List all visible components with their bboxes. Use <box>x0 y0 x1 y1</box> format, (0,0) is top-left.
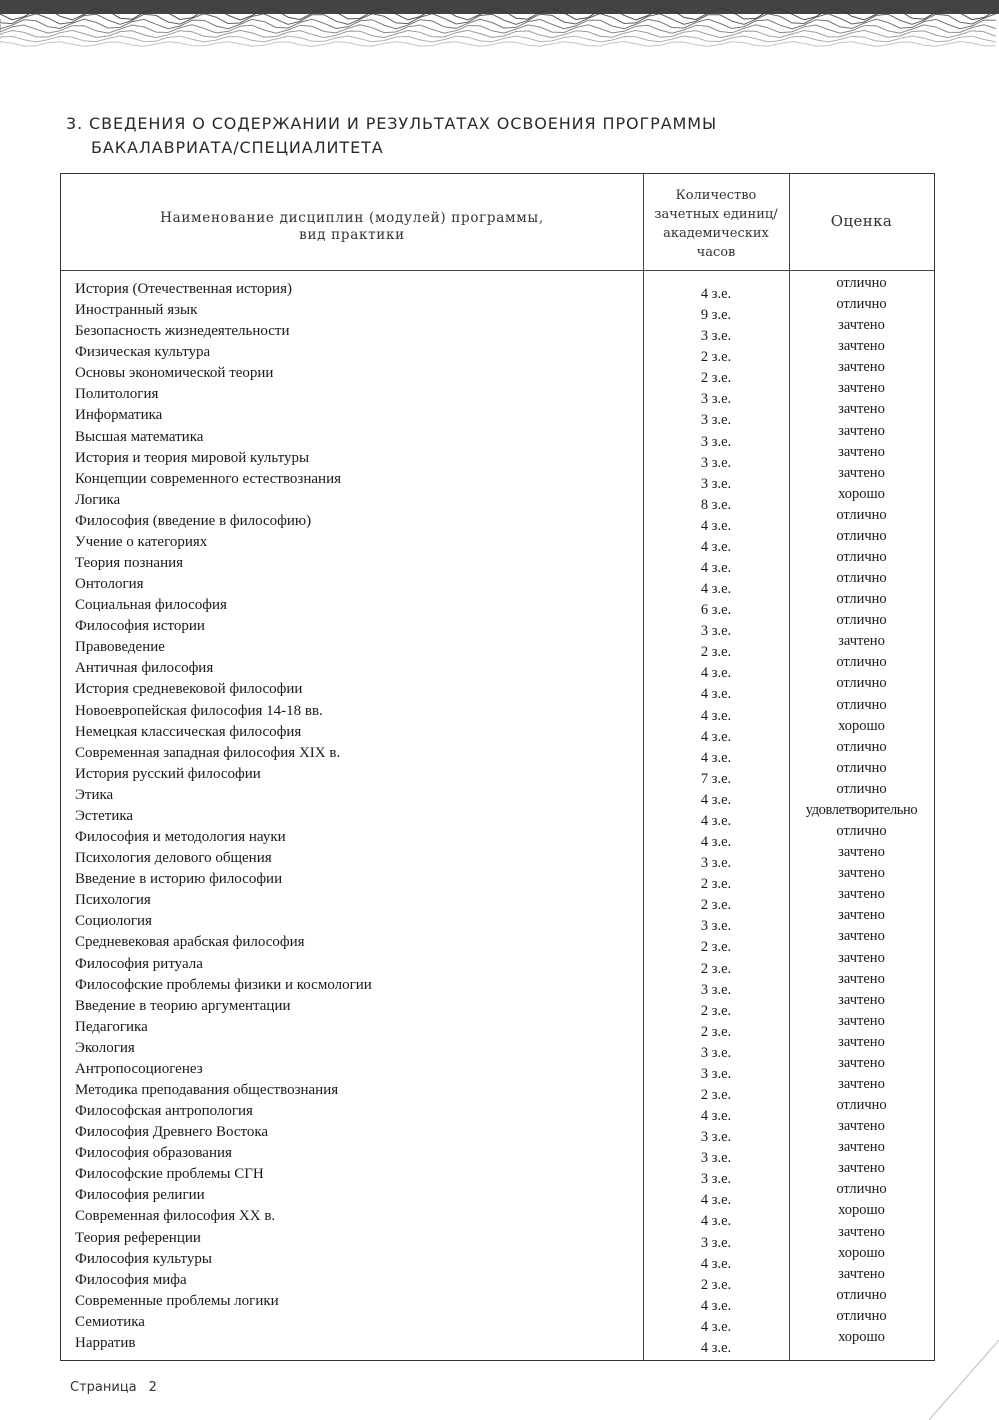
header-name-line1: Наименование дисциплин (модулей) программы, <box>160 210 544 226</box>
table-row <box>61 1265 934 1293</box>
table-row <box>61 696 934 724</box>
table-row <box>61 949 934 977</box>
discipline-credits: 3 з.е. <box>700 1065 732 1082</box>
discipline-credits: 4 з.е. <box>700 791 732 808</box>
discipline-grade: отлично <box>836 1181 887 1198</box>
header-divider <box>61 270 934 271</box>
discipline-grade: отлично <box>836 275 887 291</box>
header-credits-line4: часов <box>696 245 736 260</box>
discipline-name: Правоведение <box>75 639 165 656</box>
discipline-name: Информатика <box>75 407 163 424</box>
discipline-grade: зачтено <box>838 970 885 987</box>
discipline-grade: зачтено <box>838 928 885 945</box>
discipline-credits: 6 з.е. <box>700 602 732 619</box>
discipline-name: Философия религии <box>75 1187 205 1204</box>
page-number: 2 <box>148 1380 157 1395</box>
discipline-name: Методика преподавания обществознания <box>75 1081 339 1098</box>
discipline-grade: зачтено <box>838 1075 885 1092</box>
discipline-grade: зачтено <box>838 1033 885 1050</box>
discipline-name: Философия истории <box>75 618 205 635</box>
header-credits <box>643 186 789 262</box>
discipline-credits: 4 з.е. <box>700 834 732 851</box>
pattern-wave <box>0 19 996 29</box>
discipline-credits: 2 з.е. <box>700 1002 732 1019</box>
table-row <box>61 970 934 998</box>
table-row <box>61 907 934 935</box>
discipline-name: Античная философия <box>75 660 214 677</box>
discipline-grade: зачтено <box>838 991 885 1008</box>
discipline-credits: 2 з.е. <box>700 349 732 366</box>
discipline-name: История русский философии <box>75 765 261 782</box>
table-row <box>61 422 934 450</box>
discipline-name: Философия культуры <box>75 1250 212 1267</box>
table-row <box>61 506 934 534</box>
table-row <box>61 1328 934 1356</box>
discipline-name: Педагогика <box>75 1018 148 1035</box>
page-label: Страница <box>70 1380 137 1395</box>
discipline-name: Высшая математика <box>75 428 204 445</box>
discipline-name: Политология <box>75 386 159 403</box>
discipline-credits: 3 з.е. <box>700 391 732 408</box>
discipline-grade: хорошо <box>838 1202 885 1219</box>
discipline-grade: зачтено <box>838 949 885 966</box>
discipline-credits: 3 з.е. <box>700 328 732 345</box>
discipline-credits: 2 з.е. <box>700 960 732 977</box>
table-row <box>61 1244 934 1272</box>
discipline-grade: зачтено <box>838 844 885 861</box>
discipline-credits: 4 з.е. <box>700 686 732 703</box>
discipline-grade: зачтено <box>838 1118 885 1135</box>
table-row <box>61 1054 934 1082</box>
discipline-credits: 4 з.е. <box>700 1255 732 1272</box>
discipline-name: Психология <box>75 892 151 909</box>
discipline-grade: зачтено <box>838 464 885 481</box>
discipline-name: Этика <box>75 786 114 803</box>
section-heading-line1: 3. СВЕДЕНИЯ О СОДЕРЖАНИИ И РЕЗУЛЬТАТАХ ОСВОЕНИЯ ПРОГРАММЫ <box>66 114 717 133</box>
table-row <box>61 654 934 682</box>
table-row <box>61 443 934 471</box>
discipline-name: Введение в теорию аргументации <box>75 997 291 1014</box>
discipline-name: Семиотика <box>75 1313 145 1330</box>
section-heading <box>66 112 717 160</box>
table-row <box>61 717 934 745</box>
discipline-name: Введение в историю философии <box>75 871 283 888</box>
discipline-name: Философия (введение в философию) <box>75 512 312 529</box>
discipline-name: Новоевропейская философия 14-18 вв. <box>75 702 323 719</box>
discipline-name: Философские проблемы СГН <box>75 1166 264 1183</box>
discipline-grade: отлично <box>836 612 887 629</box>
discipline-grade: отлично <box>836 675 887 692</box>
table-row <box>61 1307 934 1335</box>
discipline-grade: отлично <box>836 1307 887 1324</box>
discipline-name: Антропосоциогенез <box>75 1060 203 1077</box>
disciplines-table <box>60 173 935 1361</box>
discipline-name: Философия и методология науки <box>75 829 286 846</box>
discipline-credits: 2 з.е. <box>700 897 732 914</box>
table-row <box>61 338 934 366</box>
table-row <box>61 823 934 851</box>
discipline-credits: 4 з.е. <box>700 707 732 724</box>
header-credits-line1: Количество <box>675 188 757 203</box>
discipline-name: История и теория мировой культуры <box>75 449 310 466</box>
table-row <box>61 801 934 829</box>
header-credits-line2: зачетных единиц/ <box>654 207 778 222</box>
table-row <box>61 1118 934 1146</box>
table-row <box>61 275 934 302</box>
discipline-credits: 3 з.е. <box>700 1044 732 1061</box>
page-footer <box>70 1380 157 1395</box>
discipline-credits: 3 з.е. <box>700 1234 732 1251</box>
discipline-credits: 4 з.е. <box>700 1108 732 1125</box>
table-row <box>61 928 934 956</box>
discipline-credits: 2 з.е. <box>700 1086 732 1103</box>
table-row <box>61 527 934 555</box>
table-row <box>61 675 934 703</box>
discipline-grade: зачтено <box>838 1139 885 1156</box>
table-row <box>61 359 934 387</box>
discipline-name: История средневековой философии <box>75 681 303 698</box>
discipline-grade: отлично <box>836 1097 887 1114</box>
discipline-grade: зачтено <box>838 1012 885 1029</box>
discipline-grade: зачтено <box>838 633 885 650</box>
discipline-name: Экология <box>75 1039 135 1056</box>
paper-fold-mark <box>919 1340 999 1420</box>
discipline-grade: отлично <box>836 1286 887 1303</box>
table-row <box>61 780 934 808</box>
discipline-credits: 3 з.е. <box>700 623 732 640</box>
discipline-grade: отлично <box>836 527 887 544</box>
discipline-grade: хорошо <box>838 717 885 734</box>
table-row <box>61 485 934 513</box>
discipline-credits: 9 з.е. <box>700 307 732 324</box>
table-row <box>61 1181 934 1209</box>
discipline-name: Современная западная философия XIX в. <box>75 744 341 761</box>
discipline-name: Современные проблемы логики <box>75 1292 279 1309</box>
discipline-credits: 3 з.е. <box>700 855 732 872</box>
pattern-wave <box>0 25 996 33</box>
discipline-grade: отлично <box>836 654 887 671</box>
table-row <box>61 591 934 619</box>
discipline-grade: зачтено <box>838 1265 885 1282</box>
discipline-name: Теория познания <box>75 555 184 572</box>
discipline-name: Нарратив <box>75 1334 136 1351</box>
section-heading-line2: БАКАЛАВРИАТА/СПЕЦИАЛИТЕТА <box>91 138 384 157</box>
discipline-credits: 4 з.е. <box>700 728 732 745</box>
discipline-name: Современная философия XX в. <box>75 1208 276 1225</box>
table-row <box>61 317 934 345</box>
discipline-credits: 2 з.е. <box>700 370 732 387</box>
discipline-grade: хорошо <box>838 1328 885 1345</box>
discipline-credits: 4 з.е. <box>700 1339 732 1356</box>
discipline-grade: отлично <box>836 823 887 840</box>
discipline-name: Эстетика <box>75 807 134 824</box>
discipline-credits: 4 з.е. <box>700 812 732 829</box>
discipline-credits: 4 з.е. <box>700 517 732 534</box>
discipline-credits: 4 з.е. <box>700 1192 732 1209</box>
table-row <box>61 1075 934 1103</box>
discipline-name: Концепции современного естествознания <box>75 470 341 487</box>
discipline-name: Социальная философия <box>75 597 227 614</box>
discipline-name: Основы экономической теории <box>75 365 274 382</box>
discipline-credits: 2 з.е. <box>700 939 732 956</box>
discipline-grade: зачтено <box>838 1054 885 1071</box>
table-row <box>61 549 934 577</box>
discipline-credits: 2 з.е. <box>700 1276 732 1293</box>
discipline-credits: 2 з.е. <box>700 876 732 893</box>
pattern-wave <box>0 42 996 47</box>
discipline-name: Теория референции <box>75 1229 201 1246</box>
discipline-grade: зачтено <box>838 443 885 460</box>
discipline-grade: зачтено <box>838 338 885 355</box>
discipline-credits: 3 з.е. <box>700 981 732 998</box>
discipline-credits: 3 з.е. <box>700 918 732 935</box>
table-row <box>61 865 934 893</box>
discipline-grade: зачтено <box>838 380 885 397</box>
discipline-credits: 4 з.е. <box>700 581 732 598</box>
discipline-grade: отлично <box>836 759 887 776</box>
header-discipline-name <box>61 210 643 244</box>
discipline-grade: зачтено <box>838 317 885 334</box>
discipline-grade: отлично <box>836 591 887 608</box>
discipline-credits: 4 з.е. <box>700 286 732 302</box>
discipline-grade: зачтено <box>838 401 885 418</box>
discipline-credits: 2 з.е. <box>700 644 732 661</box>
discipline-name: Психология делового общения <box>75 850 272 867</box>
discipline-credits: 2 з.е. <box>700 1023 732 1040</box>
header-grade: Оценка <box>830 212 893 230</box>
table-row <box>61 991 934 1019</box>
discipline-grade: зачтено <box>838 886 885 903</box>
discipline-name: Философские проблемы физики и космологии <box>75 976 372 993</box>
discipline-name: Немецкая классическая философия <box>75 723 302 740</box>
discipline-grade: отлично <box>836 549 887 566</box>
table-row <box>61 1286 934 1314</box>
header-credits-line3: академических <box>663 226 769 241</box>
discipline-name: Учение о категориях <box>75 533 208 550</box>
discipline-name: Философия ритуала <box>75 955 203 972</box>
pattern-wave <box>0 14 996 25</box>
discipline-grade: отлично <box>836 738 887 755</box>
discipline-name: Физическая культура <box>75 344 211 361</box>
discipline-name: Онтология <box>75 576 144 593</box>
discipline-credits: 4 з.е. <box>700 538 732 555</box>
discipline-credits: 4 з.е. <box>700 665 732 682</box>
table-row <box>61 1097 934 1125</box>
discipline-grade: зачтено <box>838 865 885 882</box>
discipline-name: Безопасность жизнедеятельности <box>75 323 290 340</box>
discipline-grade: отлично <box>836 506 887 523</box>
discipline-grade: зачтено <box>838 359 885 376</box>
discipline-grade: отлично <box>836 570 887 587</box>
table-row <box>61 1160 934 1188</box>
discipline-grade: хорошо <box>838 485 885 502</box>
table-row <box>61 296 934 324</box>
discipline-credits: 4 з.е. <box>700 749 732 766</box>
discipline-grade: удовлетворительно <box>805 801 918 818</box>
discipline-grade: зачтено <box>838 907 885 924</box>
discipline-name: Философская антропология <box>75 1103 253 1120</box>
table-row <box>61 738 934 766</box>
table-row <box>61 633 934 661</box>
discipline-grade: отлично <box>836 780 887 797</box>
table-row <box>61 612 934 640</box>
discipline-credits: 3 з.е. <box>700 1129 732 1146</box>
discipline-credits: 3 з.е. <box>700 454 732 471</box>
discipline-name: Социология <box>75 913 152 930</box>
discipline-name: Философия мифа <box>75 1271 187 1288</box>
discipline-grade: отлично <box>836 296 887 313</box>
table-row <box>61 1223 934 1251</box>
table-row <box>61 759 934 787</box>
discipline-credits: 4 з.е. <box>700 1297 732 1314</box>
table-row <box>61 1202 934 1230</box>
discipline-credits: 4 з.е. <box>700 560 732 577</box>
discipline-credits: 4 з.е. <box>700 1213 732 1230</box>
discipline-credits: 3 з.е. <box>700 433 732 450</box>
discipline-grade: зачтено <box>838 1160 885 1177</box>
table-row <box>61 886 934 914</box>
table-row <box>61 1139 934 1167</box>
table-row <box>61 844 934 872</box>
discipline-credits: 3 з.е. <box>700 1150 732 1167</box>
header-name-line2: вид практики <box>299 227 405 243</box>
table-row <box>61 1012 934 1040</box>
discipline-name: Логика <box>75 491 121 508</box>
discipline-credits: 3 з.е. <box>700 412 732 429</box>
discipline-credits: 3 з.е. <box>700 475 732 492</box>
discipline-name: Средневековая арабская философия <box>75 934 305 951</box>
table-row <box>61 401 934 429</box>
discipline-grade: отлично <box>836 696 887 713</box>
discipline-grade: хорошо <box>838 1244 885 1261</box>
discipline-name: История (Отечественная история) <box>75 281 292 297</box>
discipline-grade: зачтено <box>838 422 885 439</box>
discipline-credits: 8 з.е. <box>700 496 732 513</box>
discipline-credits: 7 з.е. <box>700 770 732 787</box>
discipline-name: Иностранный язык <box>75 302 198 319</box>
discipline-grade: зачтено <box>838 1223 885 1240</box>
table-row <box>61 464 934 492</box>
discipline-credits: 3 з.е. <box>700 1171 732 1188</box>
table-body <box>61 275 934 1356</box>
table-row <box>61 380 934 408</box>
table-row <box>61 570 934 598</box>
security-pattern-border <box>0 0 999 60</box>
discipline-name: Философия образования <box>75 1145 232 1162</box>
discipline-name: Философия Древнего Востока <box>75 1124 269 1141</box>
table-row <box>61 1033 934 1061</box>
discipline-credits: 4 з.е. <box>700 1318 732 1335</box>
